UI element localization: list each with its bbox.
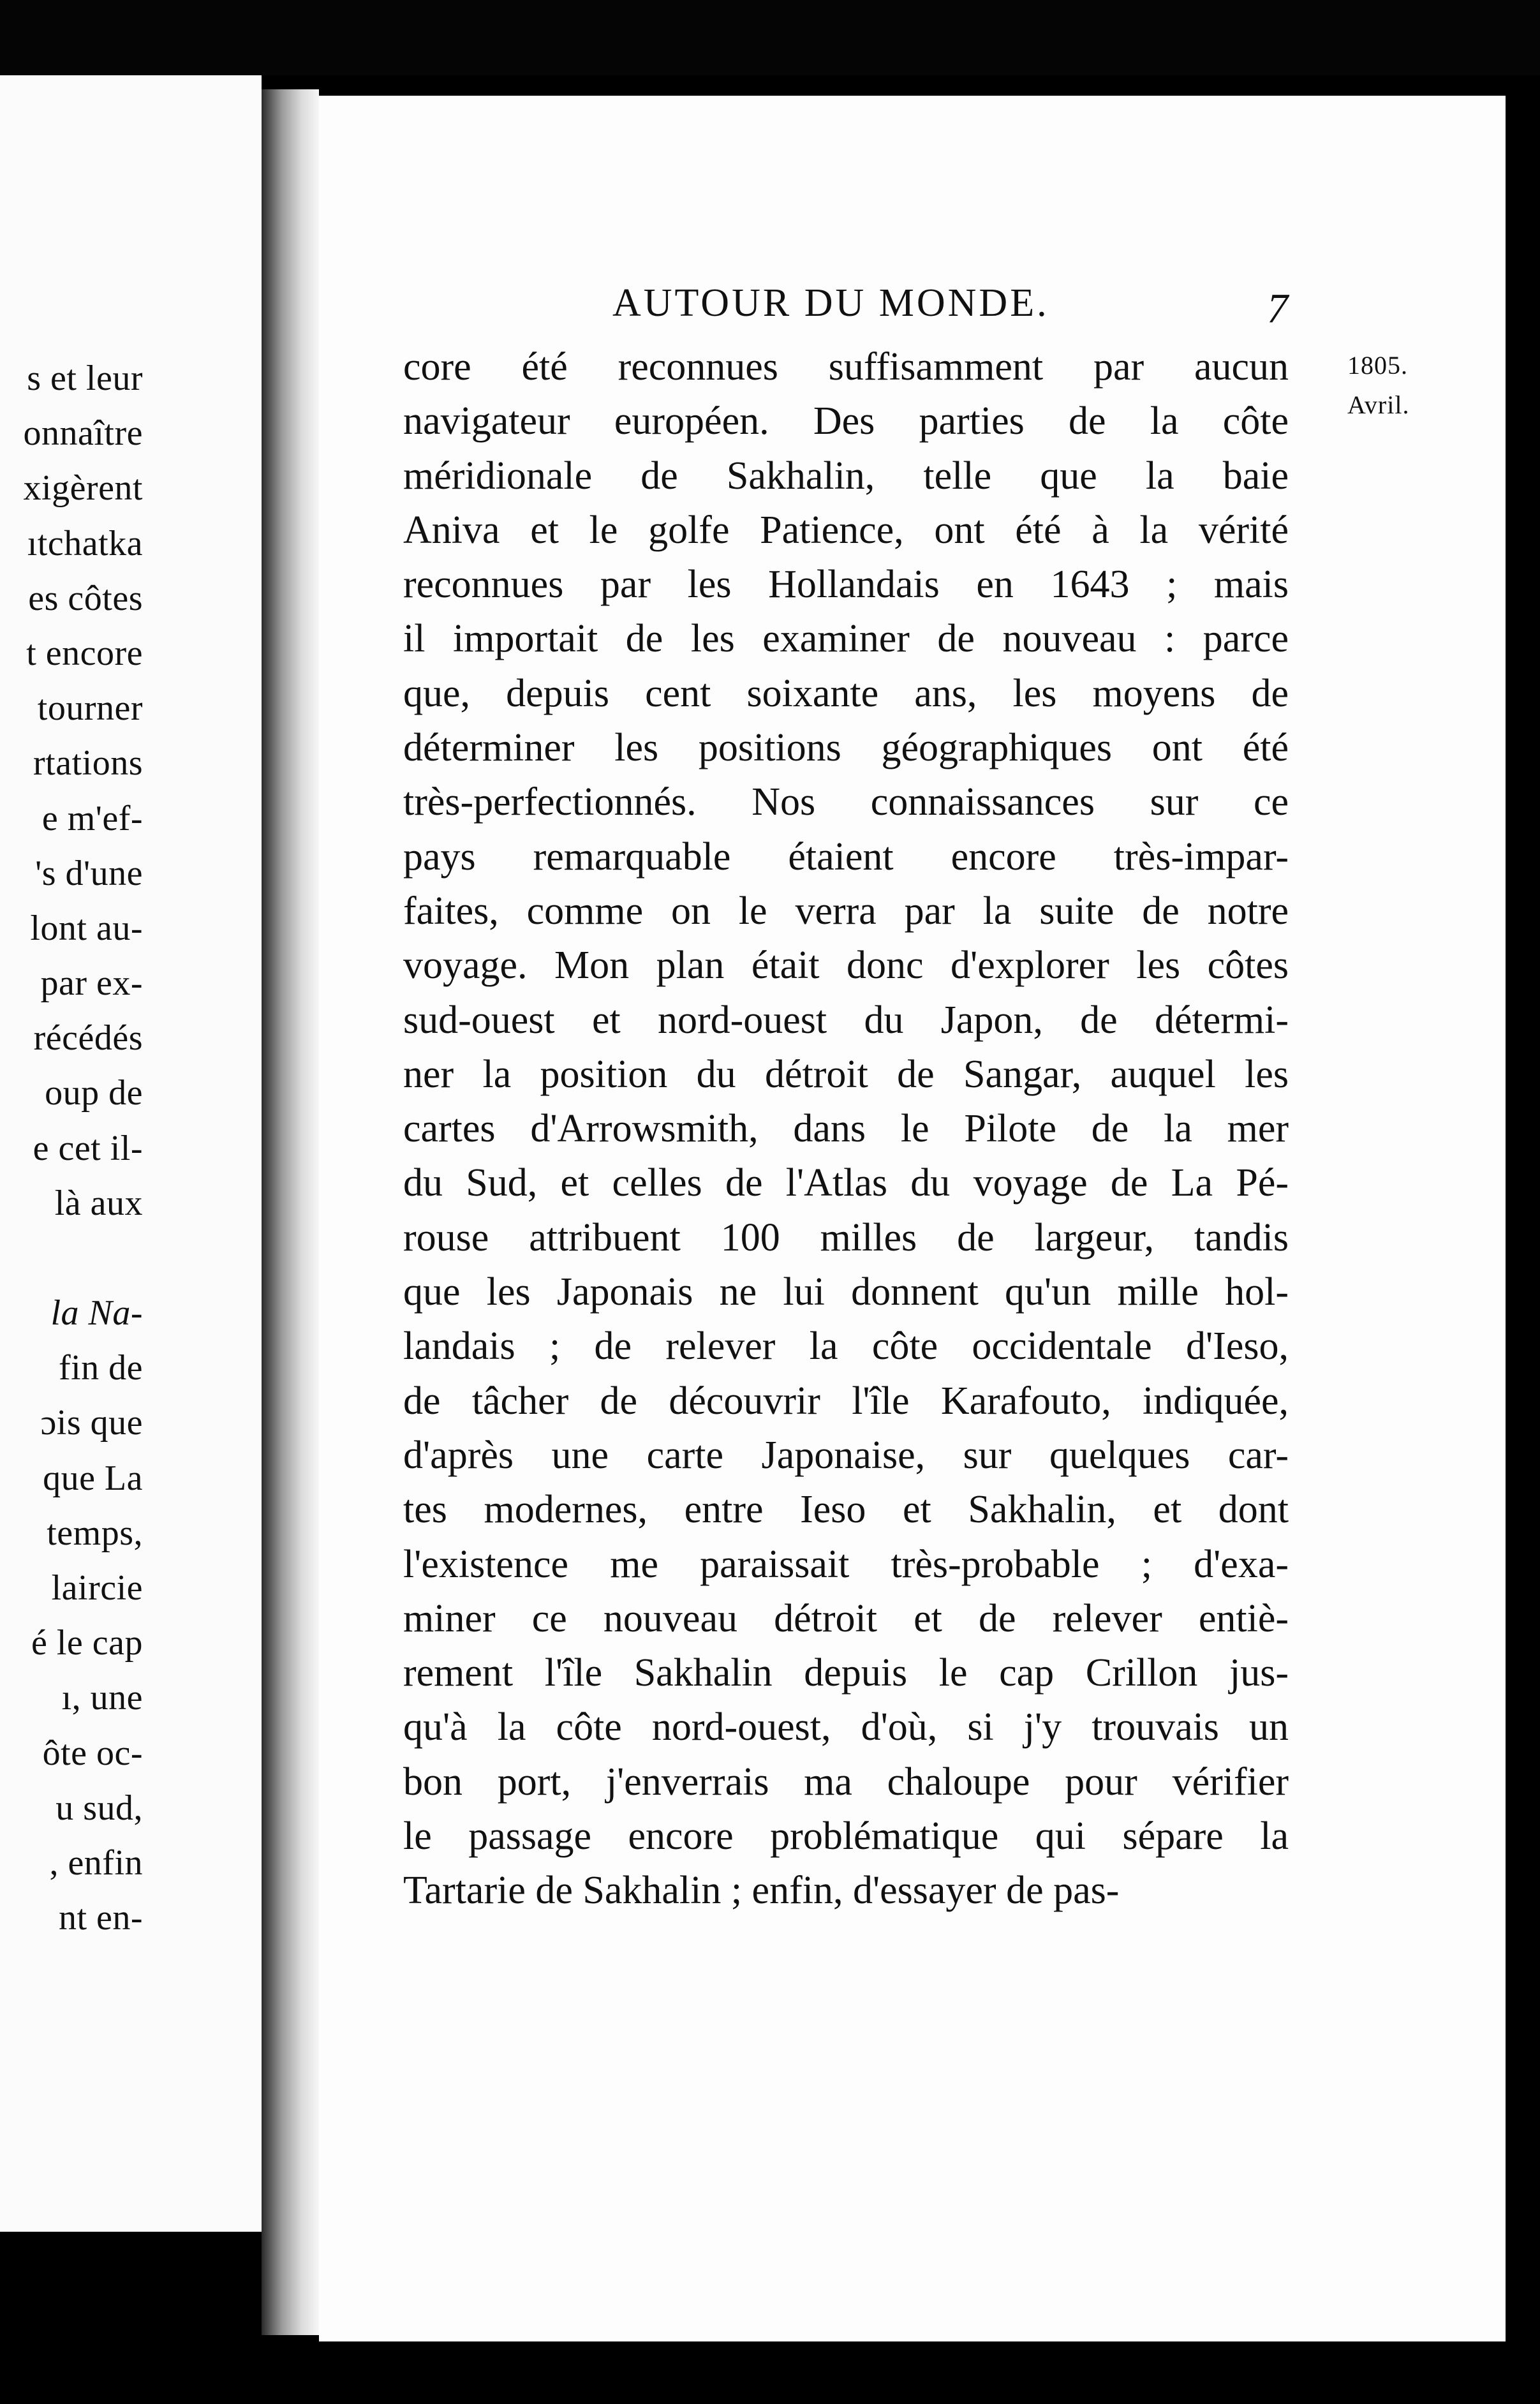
facing-line: tourner: [37, 688, 143, 729]
facing-line: s et leur: [27, 359, 143, 398]
text-line: pays remarquable étaient encore très-impar-: [403, 835, 1289, 879]
facing-line: ı, une: [61, 1678, 143, 1718]
text-line: que les Japonais ne lui donnent qu'un mille hol-: [403, 1270, 1289, 1314]
facing-line: ıtchatka: [27, 523, 143, 563]
text-line: rement l'île Sakhalin depuis le cap Crillon jus-: [403, 1651, 1289, 1695]
scan-top-border: [0, 0, 1540, 75]
text-line: ner la position du détroit de Sangar, auquel les: [403, 1052, 1289, 1096]
facing-line: laircie: [51, 1568, 143, 1608]
facing-line: onnaître: [23, 413, 143, 454]
running-head: AUTOUR DU MONDE.: [612, 281, 1049, 325]
facing-line: rtations: [33, 743, 143, 783]
text-line: rouse attribuent 100 milles de largeur, tandis: [403, 1215, 1289, 1259]
text-line: méridionale de Sakhalin, telle que la baie: [403, 454, 1289, 498]
text-line: très-perfectionnés. Nos connaissances sur ce: [403, 780, 1289, 824]
text-line: tes modernes, entre Ieso et Sakhalin, et dont: [403, 1488, 1289, 1532]
book-page: [319, 96, 1506, 2341]
text-line: miner ce nouveau détroit et de relever entiè-: [403, 1596, 1289, 1640]
facing-line: par ex-: [40, 963, 143, 1004]
margin-note-month: Avril.: [1347, 390, 1410, 419]
text-line: du Sud, et celles de l'Atlas du voyage de La Pé-: [403, 1161, 1289, 1205]
facing-line: nt en-: [58, 1898, 143, 1938]
text-line: Tartarie de Sakhalin ; enfin, d'essayer de pas-: [403, 1869, 1120, 1913]
facing-line: t encore: [26, 633, 143, 673]
facing-line: , enfin: [49, 1843, 143, 1883]
text-line: déterminer les positions géographiques ont été: [403, 726, 1289, 770]
text-line: core été reconnues suffisamment par aucun: [403, 345, 1289, 389]
text-line: navigateur européen. Des parties de la côte: [403, 399, 1289, 443]
text-line: l'existence me paraissait très-probable ; d'exa-: [403, 1542, 1289, 1586]
text-line: qu'à la côte nord-ouest, d'où, si j'y trouvais un: [403, 1705, 1289, 1749]
facing-line: es côtes: [28, 578, 143, 618]
text-line: Aniva et le golfe Patience, ont été à la vérité: [403, 508, 1289, 552]
facing-line: oup de: [45, 1073, 143, 1113]
facing-line: que La: [43, 1458, 143, 1498]
text-line: sud-ouest et nord-ouest du Japon, de détermi-: [403, 998, 1289, 1042]
facing-line: lont au-: [30, 908, 143, 948]
facing-line: ɔis que: [40, 1403, 143, 1443]
text-line: landais ; de relever la côte occidentale d'Ieso,: [403, 1324, 1289, 1369]
facing-line: la Na-: [50, 1293, 143, 1333]
text-line: d'après une carte Japonaise, sur quelques car-: [403, 1433, 1289, 1477]
text-line: de tâcher de découvrir l'île Karafouto, indiquée,: [403, 1379, 1289, 1423]
text-line: voyage. Mon plan était donc d'explorer les côtes: [403, 944, 1289, 988]
facing-line: u sud,: [56, 1788, 143, 1828]
facing-line: fin de: [58, 1348, 143, 1388]
text-line: que, depuis cent soixante ans, les moyens de: [403, 671, 1289, 715]
facing-line: ôte oc-: [42, 1733, 143, 1773]
facing-page: [0, 75, 262, 2232]
facing-line: e cet il-: [33, 1128, 143, 1168]
facing-line: é le cap: [31, 1623, 143, 1663]
text-line: il importait de les examiner de nouveau : parce: [403, 617, 1289, 661]
text-line: cartes d'Arrowsmith, dans le Pilote de la mer: [403, 1107, 1289, 1151]
margin-note-year: 1805.: [1347, 351, 1408, 380]
facing-page-text: [24, 351, 143, 1945]
text-line: reconnues par les Hollandais en 1643 ; mais: [403, 563, 1289, 607]
facing-line: là aux: [54, 1183, 143, 1223]
facing-line: 's d'une: [35, 853, 143, 893]
text-line: le passage encore problématique qui sépare la: [403, 1814, 1289, 1859]
text-line: bon port, j'enverrais ma chaloupe pour vérifier: [403, 1760, 1289, 1804]
book-gutter-shadow: [262, 89, 319, 2335]
margin-note: [1347, 346, 1409, 425]
facing-line: temps,: [47, 1513, 143, 1553]
facing-line: e m'ef-: [41, 798, 143, 838]
page-number: 7: [1267, 285, 1288, 332]
facing-line: récédés: [33, 1018, 143, 1058]
text-line: faites, comme on le verra par la suite de notre: [403, 889, 1289, 933]
facing-line: xigèrent: [23, 468, 143, 508]
body-text: [403, 339, 1289, 1918]
